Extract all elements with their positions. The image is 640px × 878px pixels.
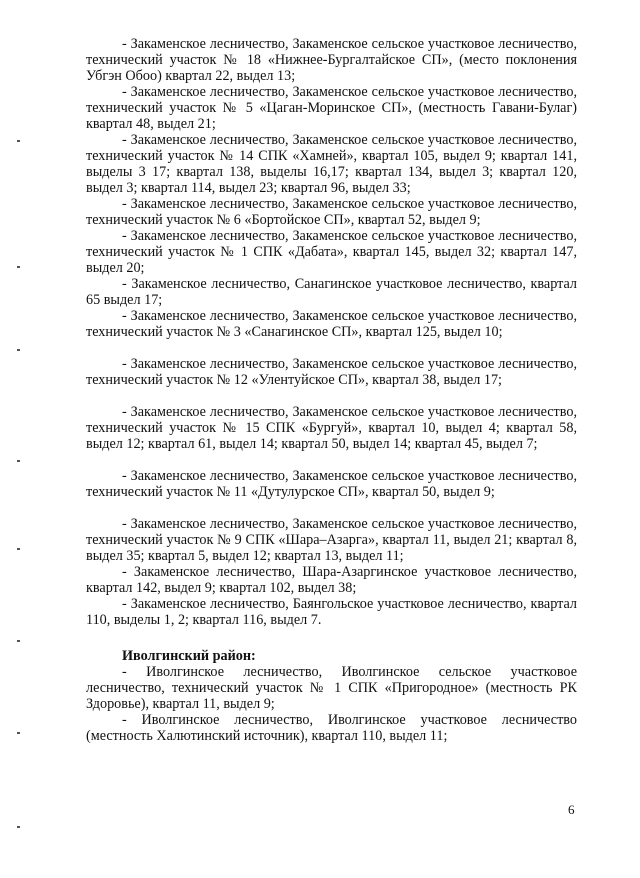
list-item-paragraph: - Иволгинское лесничество, Иволгинское сельское участковое лесничество, технический участок № 1 СПК «Пригородное» (местность РК Здоровье), квартал 11, выдел 9; <box>86 664 577 712</box>
list-item-paragraph: - Закаменское лесничество, Закаменское сельское участковое лесничество, технический участок № 1 СПК «Дабата», квартал 145, выдел 32; квартал 147, выдел 20; <box>86 228 577 276</box>
list-item-paragraph: - Закаменское лесничество, Закаменское сельское участковое лесничество, технический участок № 11 «Дутулурское СП», квартал 50, выдел 9; <box>86 468 577 500</box>
list-item-paragraph: - Иволгинское лесничество, Иволгинское участковое лесничество (местность Халютинский источник), квартал 110, выдел 11; <box>86 712 577 744</box>
document-body <box>86 36 577 744</box>
scan-margin-mark <box>17 548 20 550</box>
list-item-paragraph: - Закаменское лесничество, Закаменское сельское участковое лесничество, технический участок № 6 «Бортойское СП», квартал 52, выдел 9; <box>86 196 577 228</box>
list-item-paragraph: - Закаменское лесничество, Санагинское участковое лесничество, квартал 65 выдел 17; <box>86 276 577 308</box>
list-item-paragraph: - Закаменское лесничество, Закаменское сельское участковое лесничество, технический участок № 12 «Улентуйское СП», квартал 38, выдел 17; <box>86 356 577 388</box>
list-item-paragraph: - Закаменское лесничество, Шара-Азаргинское участковое лесничество, квартал 142, выдел 9; квартал 102, выдел 38; <box>86 564 577 596</box>
scan-margin-mark <box>17 266 20 268</box>
scan-margin-mark <box>17 732 20 734</box>
list-item-paragraph: - Закаменское лесничество, Закаменское сельское участковое лесничество, технический участок № 3 «Санагинское СП», квартал 125, выдел 10; <box>86 308 577 340</box>
scan-margin-mark <box>17 460 20 462</box>
scan-margin-mark <box>17 140 20 142</box>
list-item-paragraph: - Закаменское лесничество, Баянгольское участковое лесничество, квартал 110, выделы 1, 2; квартал 116, выдел 7. <box>86 596 577 628</box>
scan-margin-mark <box>17 826 20 828</box>
list-item-paragraph: - Закаменское лесничество, Закаменское сельское участковое лесничество, технический участок № 18 «Нижнее-Бургалтайское СП», (место поклонения Убгэн Обоо) квартал 22, выдел 13; <box>86 36 577 84</box>
list-item-paragraph: - Закаменское лесничество, Закаменское сельское участковое лесничество, технический участок № 9 СПК «Шара–Азарга», квартал 11, выдел 21; квартал 8, выдел 35; квартал 5, выдел 12; квартал 13, выдел 11; <box>86 516 577 564</box>
list-item-paragraph: - Закаменское лесничество, Закаменское сельское участковое лесничество, технический участок № 15 СПК «Бургуй», квартал 10, выдел 4; квартал 58, выдел 12; квартал 61, выдел 14; квартал 50, выдел 14; квартал 45, выдел 7; <box>86 404 577 452</box>
scan-margin-mark <box>17 640 20 642</box>
page-number: 6 <box>568 802 575 817</box>
scan-margin-mark <box>17 349 20 351</box>
list-item-paragraph: - Закаменское лесничество, Закаменское сельское участковое лесничество, технический участок № 14 СПК «Хамней», квартал 105, выдел 9; квартал 141, выделы 3 17; квартал 138, выделы 16,17; квартал 134, выдел 3; квартал 120, выдел 3; квартал 114, выдел 23; квартал 96, выдел 33; <box>86 132 577 196</box>
list-item-paragraph: - Закаменское лесничество, Закаменское сельское участковое лесничество, технический участок № 5 «Цаган-Моринское СП», (местность Гавани-Булаг) квартал 48, выдел 21; <box>86 84 577 132</box>
section-heading: Иволгинский район: <box>122 648 256 664</box>
